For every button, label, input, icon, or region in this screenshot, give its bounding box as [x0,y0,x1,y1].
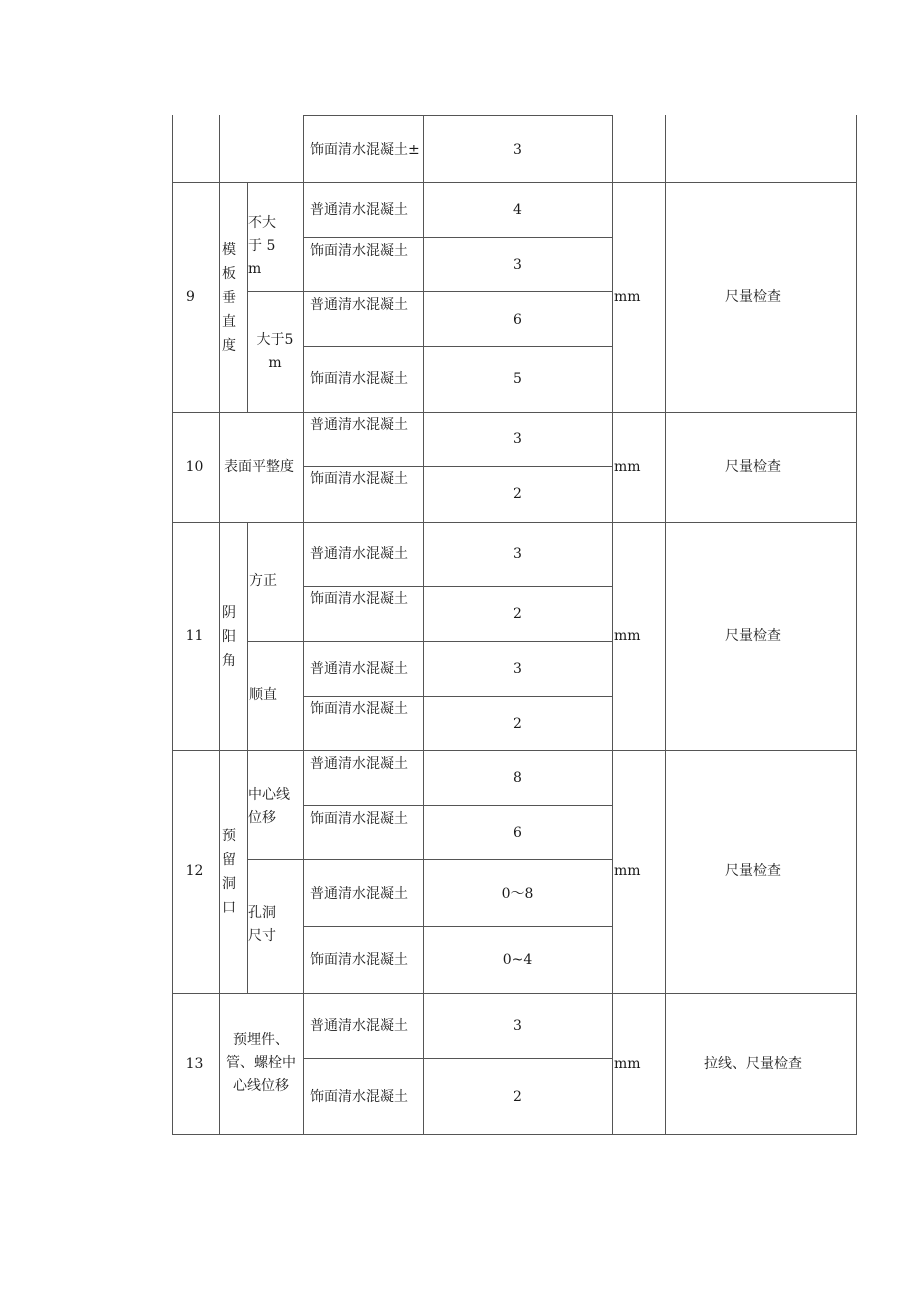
type-cell: 普通清水混凝土 [310,1018,408,1034]
type-cell: 饰面清水混凝土 [310,243,408,259]
sub-item: 大于5m [256,332,294,371]
sub-item: 中心线位移 [248,787,290,826]
row-number: 10 [185,459,204,475]
tolerance-value: 2 [513,486,522,502]
type-cell: 普通清水混凝土 [310,202,408,218]
sub-item: 不大于 5m [248,215,276,277]
item-name: 阴阳角 [222,605,236,669]
type-cell: 普通清水混凝土 [310,661,408,677]
check-method: 拉线、尺量检查 [704,1056,802,1072]
tolerance-value: 3 [513,661,522,677]
type-cell: 饰面清水混凝土 [310,471,408,487]
tolerance-value: 4 [513,202,522,218]
type-cell: 普通清水混凝土 [310,546,408,562]
tolerance-value: 3 [513,142,522,158]
item-name: 预留洞口 [222,828,236,916]
tolerance-value: 8 [513,770,522,786]
tolerance-value: 2 [513,606,522,622]
check-method: 尺量检查 [725,289,781,305]
check-method: 尺量检查 [725,628,781,644]
check-method: 尺量检查 [725,863,781,879]
type-cell: 普通清水混凝土 [310,297,408,313]
sub-item: 方正 [249,573,277,589]
item-name: 模板垂直度 [222,242,236,354]
tolerance-value: 2 [513,716,522,732]
type-cell: 普通清水混凝土 [310,886,408,902]
unit-cell: mm [614,863,641,879]
tolerance-value: 6 [513,825,522,841]
type-cell: 饰面清水混凝土 [310,591,408,607]
tolerance-value: 6 [513,312,522,328]
tolerance-value: 0～8 [501,886,534,902]
tolerance-value: 5 [513,371,522,387]
tolerance-value: 3 [513,257,522,273]
type-cell: 饰面清水混凝土 [310,952,408,968]
sub-item: 顺直 [249,687,277,703]
type-cell: 饰面清水混凝土 [310,371,408,387]
row-number: 9 [186,289,195,305]
row-number: 12 [185,863,204,879]
unit-cell: mm [614,289,641,305]
unit-cell: mm [614,628,641,644]
type-cell: 普通清水混凝土 [310,756,408,772]
type-cell: 饰面清水混凝土 [310,701,408,717]
row-number: 13 [185,1056,204,1072]
tolerance-value: 2 [513,1089,522,1105]
item-name: 表面平整度 [224,459,294,475]
item-name: 预埋件、管、螺栓中心线位移 [226,1032,296,1094]
tolerance-value: 3 [513,431,522,447]
type-cell: 饰面清水混凝土 [310,1089,408,1105]
unit-cell: mm [614,459,641,475]
tolerance-value: 0~4 [502,952,533,968]
tolerance-value: 3 [513,546,522,562]
tolerance-value: 3 [513,1018,522,1034]
check-method: 尺量检查 [725,459,781,475]
row-number: 11 [185,628,204,644]
sub-item: 孔洞尺寸 [248,905,276,944]
unit-cell: mm [614,1056,641,1072]
type-cell: 饰面清水混凝土± [310,142,420,158]
type-cell: 饰面清水混凝土 [310,811,408,827]
type-cell: 普通清水混凝土 [310,417,408,433]
